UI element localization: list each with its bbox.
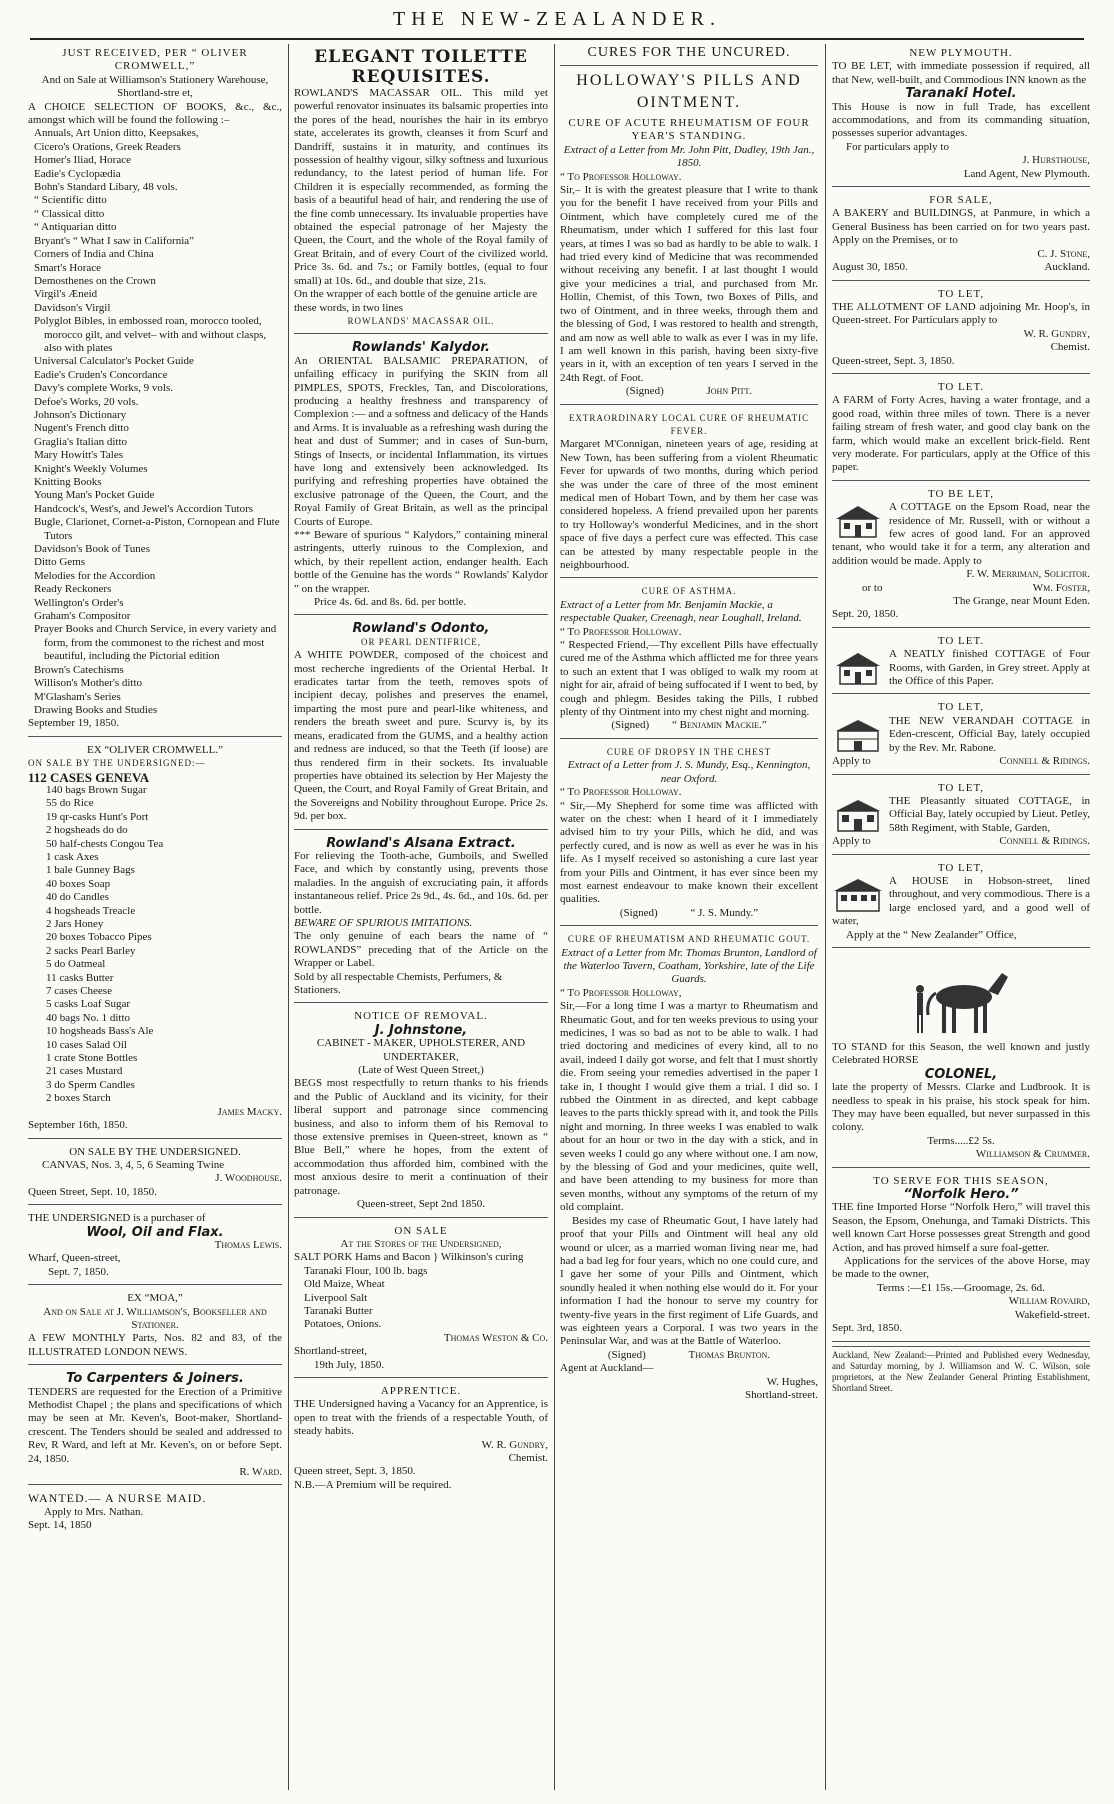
column-3 (560, 44, 818, 1796)
asthma-addressee: “ To Professor Holloway. (560, 625, 682, 638)
verandah-signature: Connell & Ridings. (999, 755, 1090, 768)
wool-heading: Wool, Oil and Flax. (86, 1224, 224, 1240)
ad-wool (28, 1209, 282, 1285)
removal-date: Queen-street, Sept 2nd 1850. (357, 1198, 485, 1211)
plymouth-heading: NEW PLYMOUTH. (909, 47, 1013, 59)
asthma-signed (560, 719, 818, 732)
ad-moa (28, 1289, 282, 1365)
list-item: Mary Howitt's Tales (34, 449, 123, 462)
ad-bakery (832, 191, 1090, 280)
norfolk-signature: William Rovaird, (1008, 1295, 1090, 1308)
onsale-brace-icon: } (433, 1251, 439, 1264)
fever-heading: EXTRAORDINARY LOCAL CURE OF RHEUMATIC FEVER. (568, 412, 810, 436)
norfolk-signature-place: Wakefield-street. (1014, 1308, 1090, 1321)
imprint: Auckland, New Zealand:—Printed and Published every Wednesday, and Saturday morning, by J. Williamson and W. C. Wilson, sole proprietors, at the New Zealander General Printing Establishment, Shortland Street. (832, 1346, 1090, 1394)
fever-text: Margaret M'Connigan, nineteen years of age, residing at New Town, has been suffering from a violent Rheumatic Fever for upwards of two months, during which period she was under the care of three of the most eminent medical men of Hobart Town, and by them her case was considered hopeless. A friend prevailed upon her parents to try Holloway's wonderful Medicines, and in the short space of five days a perfect cure was effected. This case can be attested by many respectable people in the neighbourhood. (560, 438, 818, 571)
removal-name: J. Johnstone, (374, 1022, 468, 1038)
dropsy-addressee: “ To Professor Holloway. (560, 786, 682, 799)
ad-carpenters (28, 1369, 282, 1485)
alsana-sold: Sold by all respectable Chemists, Perfumers, & Stationers. (294, 970, 503, 996)
list-item: Graglia's Italian ditto (34, 435, 128, 448)
hobson-house-icon (832, 877, 884, 913)
list-item: Homer's Iliad, Horace (34, 154, 131, 167)
official-heading: TO LET, (937, 781, 985, 794)
list-item: 2 sacks Pearl Barley (46, 944, 136, 957)
alsana-heading: Rowland's Alsana Extract. (326, 835, 516, 851)
ad-norfolk-hero (832, 1172, 1090, 1342)
odonto-heading: Rowland's Odonto, (352, 621, 490, 637)
gout-agent: Agent at Auckland— (560, 1362, 654, 1375)
carpenters-signature: R. Ward. (239, 1466, 282, 1479)
list-item: 4 hogsheads Treacle (46, 904, 136, 917)
colonel-terms: Terms.....£2 5s. (927, 1134, 995, 1147)
norfolk-text-2: Applications for the services of the above Horse, may be made to the owner, (832, 1255, 1090, 1281)
asthma-signature: “ Benjamin Mackie.” (671, 719, 767, 732)
onsale-list (294, 1265, 548, 1332)
carpenters-text: TENDERS are requested for the Erection of a Primitive Methodist Chapel ; the plans and specifications of which may be seen at Mr. Keven's, Boot-maker, Shortland-crescent. The Tenders should be sealed and addressed to Rev, R Ward, and left at Mr. Keven's, on or before Sept. 24, 1850. (28, 1385, 282, 1465)
ad-farm (832, 378, 1090, 481)
gout-addressee: “ To Professor Holloway, (560, 986, 682, 999)
list-item: 1 bale Gunney Bags (46, 864, 135, 877)
ad-official-bay (832, 779, 1090, 855)
official-apply (832, 835, 1090, 848)
asthma-heading: CURE OF ASTHMA. (641, 586, 737, 597)
list-item: 11 casks Butter (46, 971, 114, 984)
cottage-or (832, 582, 1090, 595)
list-item: Smart's Horace (34, 261, 102, 274)
ad-books (28, 44, 282, 737)
list-item: Willison's Mother's ditto (34, 677, 143, 690)
ad-odonto (294, 619, 548, 829)
allotment-signature: W. R. Gundry, (1023, 327, 1090, 340)
bakery-place: Auckland. (1044, 261, 1090, 274)
list-item: 5 casks Loaf Sugar (46, 998, 131, 1011)
list-item: Bugle, Clarionet, Cornet-a-Piston, Cornopean and Flute Tutors (34, 516, 280, 542)
official-apply-label: Apply to (832, 835, 871, 848)
books-heading: JUST RECEIVED, PER “ OLIVER CROMWELL,” (62, 47, 248, 73)
list-item: Corners of India and China (34, 248, 154, 261)
list-item: Davidson's Virgil (34, 301, 111, 314)
asthma-text: “ Respected Friend,—Thy excellent Pills have effectually cured me of the Asthma which afflicted me for three years to such an extent that I was obliged to walk my room at night for air, afraid of being suffocated if I went to bed, by cough and phlegm. Besides taking the Pills, I rubbed plenty of thy Ointment into my chest night and morning. (560, 639, 818, 719)
dropsy-extract: Extract of a Letter from J. S. Mundy, Esq., Kennington, near Oxford. (567, 759, 811, 785)
kalydor-beware: *** Beware of spurious “ Kalydors,” containing mineral astringents, utterly ruinous to the Complexion, and which, by their repellent action, endanger health. Each bottle of the Genuine has the words “ Rowlands' Kalydor ” on the wrapper. (294, 529, 548, 595)
wool-text: THE UNDERSIGNED is a purchaser of (28, 1212, 206, 1225)
ad-dropsy (560, 743, 818, 926)
gout-heading: CURE OF RHEUMATISM AND RHEUMATIC GOUT. (567, 934, 811, 945)
removal-trade: CABINET - MAKER, UPHOLSTERER, AND UNDERTAKER, (316, 1037, 526, 1063)
column-1 (28, 44, 282, 1796)
bakery-text: A BAKERY and BUILDINGS, at Panmure, in which a General Business has been carried on for two years past. Apply on the Premises, or to (832, 207, 1090, 247)
kalydor-price: Price 4s. 6d. and 8s. 6d. per bottle. (314, 596, 467, 609)
books-date: September 19, 1850. (28, 717, 120, 730)
list-item: Eadie's Cruden's Concordance (34, 368, 168, 381)
odonto-subheading: OR PEARL DENTIFRICE, (361, 636, 481, 647)
list-item: Old Maize, Wheat (304, 1278, 385, 1291)
list-item: Knight's Weekly Volumes (34, 462, 148, 475)
grey-house-icon (832, 650, 884, 686)
column-2 (294, 44, 548, 1796)
books-subheading: And on Sale at Williamson's Stationery Warehouse, Shortland-stre et, (41, 73, 269, 100)
onsale-place: Shortland-street, (294, 1345, 368, 1358)
gout-signed-label: (Signed) (607, 1348, 646, 1361)
nurse-text: Apply to Mrs. Nathan. (44, 1505, 144, 1518)
rheum-signature: John Pitt. (706, 385, 753, 398)
ad-kalydor (294, 338, 548, 615)
cottage-house-icon (832, 503, 884, 539)
holloway-heading: HOLLOWAY'S PILLS AND OINTMENT. (576, 72, 802, 111)
list-item: 40 boxes Soap (46, 877, 111, 890)
asthma-extract: Extract of a Letter from Mr. Benjamin Mackie, a respectable Quaker, Creenagh, near Loughall, Ireland. (560, 598, 802, 625)
canvas-text: CANVAS, Nos. 3, 4, 5, 6 Seaming Twine (42, 1158, 225, 1171)
list-item: Virgil's Æneid (34, 288, 98, 301)
rheum-signed-label: (Signed) (625, 385, 664, 398)
cottage-signature-2: Wm. Foster, (1032, 581, 1090, 594)
ad-fever (560, 409, 818, 579)
odonto-text: A WHITE POWDER, composed of the choicest and most recherche ingredients of the Oriental Herbal. It eradicates tartar from the teeth, removes spots of incipient decay, polishes and preserves the enamel, imparting the most pure and pearl-like whiteness, and renders the breath sweet and pure. Scurvy is, by its means, eradicated from the GUMS, and a healthy action and redness are induced, so that the Teeth (if loose) are thus rendered firm in their sockets. Its invaluable properties have obtained its selection by Her Majesty the Queen, the Court, and Royal Family of Great Britain, and the Sovereigns and Nobility throughout Europe. Price 2s. 9d. per box. (294, 649, 548, 823)
removal-late: (Late of West Queen Street,) (358, 1064, 484, 1077)
norfolk-name: “Norfolk Hero.” (903, 1187, 1019, 1203)
list-item: Universal Calculator's Pocket Guide (34, 355, 194, 368)
books-intro: A CHOICE SELECTION OF BOOKS, &c., &c., amongst which will be found the following :– (28, 100, 282, 127)
ad-cottage-grey (832, 632, 1090, 695)
list-item: 19 qr-casks Hunt's Port (46, 810, 149, 823)
official-signature: Connell & Ridings. (999, 835, 1090, 848)
ad-apprentice (294, 1382, 548, 1497)
apprentice-signature-title: Chemist. (508, 1452, 548, 1464)
verandah-house-icon (832, 717, 884, 753)
canvas-signature: J. Woodhouse. (215, 1172, 282, 1185)
dropsy-signed (560, 907, 818, 920)
masthead (0, 0, 1114, 40)
rheum-text: Sir,– It is with the greatest pleasure that I write to thank you for the benefit I have received from your Pills and Ointment, which have completely cured me of the Rheumatism, under which I suffered for this last four years, at times I was so bad as hardly to be able to walk. I had tried every kind of Medicine that was recommended without receiving any benefit. I at last thought I would give your medicines a trial, and purchased from Mr. Hollin, Chemist, of this Town, two Boxes of Pills, and two of Ointment, and in three weeks, through them and the blessing of God, I was restored to health and strength, and am now as well able to walk as ever I was in my life. I am well known in this parish, having been sixty-five years in it, with an exception of ten years I served in the 24th Regt. of Foot. (560, 184, 818, 384)
list-item: 40 bags No. 1 ditto (46, 1011, 131, 1024)
list-item: M'Glasham's Series (34, 690, 121, 703)
onsale-subheading: At the Stores of the Undersigned, (340, 1237, 502, 1250)
verandah-apply (832, 755, 1090, 768)
list-item: 7 cases Cheese (46, 985, 112, 998)
cottage-date: Sept. 20, 1850. (832, 608, 899, 621)
list-item: 20 boxes Tobacco Pipes (46, 931, 152, 944)
onsale-lead (294, 1251, 548, 1264)
list-item: Melodies for the Accordion (34, 569, 156, 582)
goods-date: September 16th, 1850. (28, 1119, 128, 1132)
onsale-curing: Wilkinson's curing (440, 1251, 524, 1264)
column-rule-1 (288, 44, 289, 1790)
wool-date: Sept. 7, 1850. (48, 1265, 109, 1278)
apprentice-nb: N.B.—A Premium will be required. (294, 1478, 452, 1491)
list-item: 10 hogsheads Bass's Ale (46, 1025, 154, 1038)
ad-gout (560, 930, 818, 1407)
ad-canvas (28, 1143, 282, 1206)
cottage-heading: TO BE LET, (927, 487, 995, 500)
list-item: Knitting Books (34, 476, 102, 488)
farm-text: A FARM of Forty Acres, having a water frontage, and a good road, within three miles of town. There is a never failing stream of fresh water, and good clay bank on the farm, which would make an excellent brick-field. Rent very moderate. For particulars, apply at the Office of this paper. (832, 394, 1090, 474)
norfolk-date: Sept. 3rd, 1850. (832, 1322, 902, 1335)
rheum-extract: Extract of a Letter from Mr. John Pitt, Dudley, 19th Jan., 1850. (563, 143, 815, 170)
allotment-heading: TO LET, (937, 287, 985, 300)
list-item: 50 half-chests Congou Tea (46, 837, 164, 850)
list-item: Graham's Compositor (34, 610, 131, 623)
plymouth-text-2: This House is now in full Trade, has excellent accommodations, and from its commanding situation, possesses superior advantages. (832, 100, 1090, 140)
ad-hobson (832, 859, 1090, 948)
list-item: Taranaki Butter (304, 1304, 373, 1317)
list-item: Brown's Catechisms (34, 663, 124, 676)
kalydor-heading: Rowlands' Kalydor. (352, 340, 490, 356)
ad-new-plymouth (832, 44, 1090, 187)
list-item: 3 do Sperm Candles (46, 1078, 135, 1091)
gout-extract: Extract of a Letter from Mr. Thomas Brunton, Landlord of the Waterloo Tavern, Coatham, Yorkshire, late of the Life Guards. (561, 946, 817, 986)
hobson-text: A HOUSE in Hobson-street, lined throughout, and very commodious. There is a large enclosed yard, and a good well of water, (832, 874, 1090, 928)
list-item: Handcock's, West's, and Jewel's Accordion Tutors (34, 502, 254, 515)
list-item: Prayer Books and Church Service, in every variety and form, from the commonest to the richest and most beautiful, including the Pictorial edition (34, 623, 277, 663)
gout-agent-name: W. Hughes, (766, 1375, 818, 1388)
grey-heading: TO LET. (937, 634, 985, 647)
colonel-signature: Williamson & Crummer. (975, 1148, 1090, 1161)
column-rule-2 (554, 44, 555, 1790)
cottage-or-text: or to (862, 581, 883, 594)
list-item: 40 do Candles (46, 891, 109, 904)
allotment-date: Queen-street, Sept. 3, 1850. (832, 354, 955, 367)
list-item: 21 cases Mustard (46, 1065, 123, 1078)
canvas-date: Queen Street, Sept. 10, 1850. (28, 1185, 157, 1198)
ad-rheumatism (560, 114, 818, 405)
nurse-date: Sept. 14, 1850 (28, 1519, 92, 1532)
rheum-heading: CURE OF ACUTE RHEUMATISM OF FOUR YEAR'S STANDING. (568, 117, 810, 143)
apprentice-text: THE Undersigned having a Vacancy for an Apprentice, is open to treat with the friends of a respectable Youth, of steady habits. (294, 1398, 548, 1438)
masthead-rule (30, 38, 1084, 40)
norfolk-heading: TO SERVE FOR THIS SEASON, (873, 1174, 1049, 1187)
list-item: Johnson's Dictionary (34, 408, 127, 421)
list-item: Drawing Books and Studies (34, 703, 158, 716)
asthma-signed-label: (Signed) (611, 719, 650, 732)
goods-heading: EX “OLIVER CROMWELL.” (87, 743, 223, 756)
moa-heading: EX “MOA,” (127, 1292, 183, 1305)
gout-signed (560, 1349, 818, 1362)
list-item: “ Scientific ditto (34, 194, 107, 207)
wool-signature: Thomas Lewis. (214, 1238, 282, 1251)
canvas-heading: ON SALE BY THE UNDERSIGNED. (69, 1145, 241, 1158)
rheum-addressee: “ To Professor Holloway. (560, 170, 682, 183)
list-item: 2 hogsheads do do (46, 824, 128, 837)
list-item: 2 Jars Honey (46, 918, 104, 930)
apprentice-signature: W. R. Gundry, (481, 1438, 548, 1451)
official-house-icon (832, 797, 884, 833)
ad-goods (28, 741, 282, 1139)
dropsy-heading: CURE OF DROPSY IN THE CHEST (606, 746, 772, 757)
ad-asthma (560, 582, 818, 738)
removal-heading: NOTICE OF REMOVAL. (354, 1010, 488, 1023)
books-list (28, 127, 282, 717)
moa-subheading: And on Sale at J. Williamson's, Bookseller and Stationer. (43, 1305, 267, 1331)
ad-cottage-epsom (832, 485, 1090, 628)
alsana-text: For relieving the Tooth-ache, Gumboils, and Swelled Face, and which by constantly using, prevents those maladies. In the anguish of excruciating pain, it affords instantaneous relief. Price 2s 9d., 4s. 6d., and 10s. 6d. per bottle. (294, 849, 548, 916)
list-item: Davy's complete Works, 9 vols. (34, 382, 173, 395)
list-item: Ditto Gems (34, 556, 86, 569)
bakery-heading: FOR SALE, (929, 194, 993, 207)
gout-text-2: Besides my case of Rheumatic Gout, I have lately had proof that your Pills and Ointment will heal any old wound or ulcer, as a married woman living near me, had had a bad leg for four years, which no one could cure, and I gave her some of your Pills and Ointment, which soundly healed it when nothing else would do it. For your information I had the honour to serve my country for twenty-five years in the first regiment of Life Guards, and was eighteen years a Corporal. I was two years in the Peninsular War, and was at the Battle of Waterloo. (560, 1214, 818, 1348)
list-item: Bohn's Standard Libary, 48 vols. (34, 181, 178, 194)
alsana-beware: BEWARE OF SPURIOUS IMITATIONS. (294, 916, 473, 929)
official-text: THE Pleasantly situated COTTAGE, in Official Bay, lately occupied by Lieut. Petley, 58th Regiment, with Stable, Garden, (889, 794, 1090, 834)
apprentice-date: Queen street, Sept. 3, 1850. (294, 1465, 416, 1478)
alsana-genuine: The only genuine of each bears the name of “ ROWLANDS” preceding that of the Article on the Wrapper or Label. (294, 930, 548, 970)
list-item: Annuals, Art Union ditto, Keepsakes, (34, 127, 199, 140)
onsale-date: 19th July, 1850. (314, 1358, 385, 1371)
list-item: Liverpool Salt (304, 1291, 368, 1304)
list-item: 1 cask Axes (46, 850, 99, 863)
gout-text: Sir,—For a long time I was a martyr to Rheumatism and Rheumatic Gout, and for ten weeks previous to using your medicines, I was so bad as not to be able to walk. I had tried doctoring and medicines of every kind, all to no avail, indeed I daily got worse, and felt that I must shortly die. From seeing your remedies advertised in the paper I take in, I thought I would give them a trial. I did so. I rubbed the Ointment in as directed, and kept cabbage leaves to the parts thickly spread with it, and took the Pills night and morning. In three weeks I was enabled to walk about for an hour or two in the day with a stick, and in seven weeks I could go any where without one. I am now, by the blessing of God and your medicines, quite well, and have been attending to my business for more than seven months, without any symptoms of the return of my old complaint. (560, 1000, 818, 1214)
list-item: Demosthenes on the Crown (34, 274, 156, 287)
ad-toilette (294, 44, 548, 334)
list-item: Potatoes, Onions. (304, 1318, 382, 1331)
list-item: 10 cases Salad Oil (46, 1038, 127, 1051)
list-item: Nugent's French ditto (34, 422, 129, 435)
list-item: Bryant's “ What I saw in California” (34, 234, 195, 247)
list-item: 2 boxes Starch (46, 1092, 111, 1105)
gout-signature: Thomas Brunton. (688, 1348, 771, 1361)
onsale-lead-text: SALT PORK Hams and Bacon (294, 1251, 431, 1264)
toilette-wrapper-label: ROWLANDS' MACASSAR OIL. (347, 315, 495, 326)
cottage-text: A COTTAGE on the Epsom Road, near the residence of Mr. Russell, with or without a few acres of good land. For an approved tenant, who would take it for a term, any alteration and addition would be made. Apply to (832, 501, 1090, 567)
horse-icon (906, 959, 1016, 1039)
ad-nurse (28, 1489, 282, 1537)
list-item: Polyglot Bibles, in embossed roan, morocco tooled, morocco gilt, and velvet– with and without clasps, also with plates (34, 315, 267, 354)
bakery-date: August 30, 1850. (832, 261, 908, 274)
colonel-text: TO STAND for this Season, the well known and justly Celebrated HORSE (832, 1040, 1090, 1067)
nurse-heading: WANTED.— A NURSE MAID. (28, 1491, 207, 1506)
ad-alsana (294, 834, 548, 1004)
removal-text: BEGS most respectfully to return thanks to his friends and the Public of Auckland and its vicinity, for their liberal support and patronage since commencing business, and also to inform them of his Removal to those extensive premises in Queen-street, known as “ Blue Bell,” where he hopes, from the extent of accommodation thus afforded him, combined with the most anxious desire to merit a continuation of their patronage. (294, 1077, 548, 1197)
list-item: Davidson's Book of Tunes (34, 543, 150, 556)
toilette-text: ROWLAND'S MACASSAR OIL. This mild yet powerful renovator insinuates its balsamic properties into the pores of the head, nourishes the hair in its embryo state, accelerates its growth, cleanses it from Scurf and Dandriff, sustains it in maturity, and continues its possession of healthy vigour, silky softness and luxurious redundancy, to the latest period of human life. For Children it is especially recommended, as forming the basis of a beautiful head of hair, and rendering the use of the fine comb unnecessary. Its invaluable properties have obtained the especial patronage of her Majesty the Queen, the Court, and the whole of the Royal family of Great Britain, and of every Court of the civilized world. Price 3s. 6d. and 7s.; or Family bottles, (equal to four small) at 10s. 6d., and double that size, 21s. (294, 87, 548, 287)
allotment-text: THE ALLOTMENT OF LAND adjoining Mr. Hoop's, in Queen-street. For Particulars apply to (832, 300, 1090, 327)
wool-place: Wharf, Queen-street, (28, 1252, 121, 1265)
dropsy-text: “ Sir,—My Shepherd for some time was afflicted with water on the chest: when I heard of it I immediately advised him to try your Pills, which he did, and was perfectly cured, and is now as well as ever he was in his life. As I myself received so astonishing a cure last year from your Pills and Ointment, it has ever since been my most earnest endeavour to make known their excellent qualities. (560, 799, 818, 906)
list-item: Eadie's Cyclopædia (34, 167, 121, 180)
plymouth-text: TO BE LET, with immediate possession if required, all that New, well-built, and Commodious INN known as the (832, 60, 1090, 86)
moa-text: A FEW MONTHLY Parts, Nos. 82 and 83, of the ILLUSTRATED LONDON NEWS. (28, 1332, 282, 1358)
gout-agent-place: Shortland-street. (744, 1388, 818, 1401)
carpenters-heading: To Carpenters & Joiners. (66, 1371, 244, 1387)
cures-heading: CURES FOR THE UNCURED. (560, 44, 818, 66)
ad-onsale (294, 1222, 548, 1378)
bakery-signature: C. J. Stone, (1037, 247, 1090, 260)
plymouth-signature-title: Land Agent, New Plymouth. (963, 167, 1090, 180)
list-item: Wellington's Order's (34, 596, 124, 609)
toilette-wrapper: On the wrapper of each bottle of the genuine article are these words, in two lines (294, 288, 538, 314)
list-item: Ready Reckoners (34, 583, 112, 596)
norfolk-text: THE fine Imported Horse “Norfolk Hero,” will travel this Season, the Epsom, Onehunga, and Tamaki Districts. This well known Cart Horse possesses great Strength and good Action, and has proved himself a sure foal-getter. (832, 1201, 1090, 1254)
list-item: Cicero's Orations, Greek Readers (34, 140, 181, 153)
rheum-signed (560, 385, 818, 398)
hobson-heading: TO LET, (937, 861, 985, 874)
dropsy-signed-label: (Signed) (619, 906, 658, 919)
list-item: “ Classical ditto (34, 207, 105, 220)
cottage-signature-3: The Grange, near Mount Eden. (953, 595, 1090, 608)
plymouth-name: Taranaki Hotel. (905, 86, 1017, 102)
ad-colonel (832, 952, 1090, 1168)
verandah-apply-label: Apply to (832, 755, 871, 768)
goods-subheading: ON SALE BY THE UNDERSIGNED:— (28, 758, 206, 769)
colonel-text-2: late the property of Messrs. Clarke and Ludbrook. It is needless to speak in his praise, his stock speak for him. They may have been equalled, but never surpassed in this colony. (832, 1081, 1090, 1134)
toilette-heading: ELEGANT TOILETTE REQUISITES. (314, 47, 528, 87)
onsale-signature: Thomas Weston & Co. (443, 1331, 548, 1344)
ad-removal (294, 1007, 548, 1217)
list-item: 140 bags Brown Sugar (46, 783, 147, 796)
hobson-apply: Apply at the “ New Zealander” Office, (846, 928, 1017, 941)
plymouth-signature: J. Hursthouse, (1022, 154, 1090, 167)
list-item: 5 do Oatmeal (46, 958, 106, 971)
plymouth-apply: For particulars apply to (846, 140, 949, 153)
verandah-heading: TO LET, (937, 701, 985, 714)
column-4 (832, 44, 1090, 1796)
newspaper-title: THE NEW-ZEALANDER. (393, 8, 721, 30)
verandah-text: THE NEW VERANDAH COTTAGE in Eden-crescent, Official Bay, lately occupied by the Rev. Mr. Rabone. (889, 714, 1090, 754)
dropsy-signature: “ J. S. Mundy.” (690, 906, 759, 919)
goods-signature: James Macky. (217, 1105, 282, 1118)
goods-list (28, 784, 282, 1106)
ad-verandah (832, 698, 1090, 774)
column-rule-3 (825, 44, 826, 1790)
goods-lead: 112 CASES GENEVA (28, 769, 150, 785)
norfolk-terms: Terms :—£1 15s.—Groomage, 2s. 6d. (877, 1281, 1045, 1294)
farm-heading: TO LET. (937, 380, 985, 393)
ad-allotment (832, 285, 1090, 374)
list-item: Defoe's Works, 20 vols. (34, 395, 139, 408)
grey-text: A NEATLY finished COTTAGE of Four Rooms, with Garden, in Grey street. Apply at the Office of this Paper. (889, 648, 1090, 688)
list-item: 55 do Rice (46, 797, 94, 810)
kalydor-text: An ORIENTAL BALSAMIC PREPARATION, of unfailing efficacy in purifying the SKIN from all PIMPLES, SPOTS, Freckles, Tan, and Discolorations, producing a healthy freshness and transparency of Complexion :— and a softness and delicacy of the Hands and Arms. It is invaluable as a refreshing wash during the heat and dust of Summer; and in cases of Sun-burn, Stings of Insects, or incidental Inflammation, its virtues have long and extensively been acknowledged. Its purifying and refreshing properties have obtained the exclusive patronage of the Queen, the Court, and the Royal Family of Great Britain, as well as the principal Courts of Europe. (294, 354, 548, 528)
colonel-name: COLONEL, (924, 1066, 998, 1082)
list-item: “ Antiquarian ditto (34, 221, 117, 234)
allotment-signature-title: Chemist. (1050, 341, 1090, 354)
list-item: 1 crate Stone Bottles (46, 1052, 138, 1065)
list-item: Taranaki Flour, 100 lb. bags (304, 1264, 428, 1277)
cottage-signature: F. W. Merriman, Solicitor. (966, 568, 1090, 581)
onsale-heading: ON SALE (394, 1224, 448, 1237)
list-item: Young Man's Pocket Guide (34, 489, 155, 502)
apprentice-heading: APPRENTICE. (380, 1384, 462, 1397)
bakery-footer (832, 261, 1090, 274)
